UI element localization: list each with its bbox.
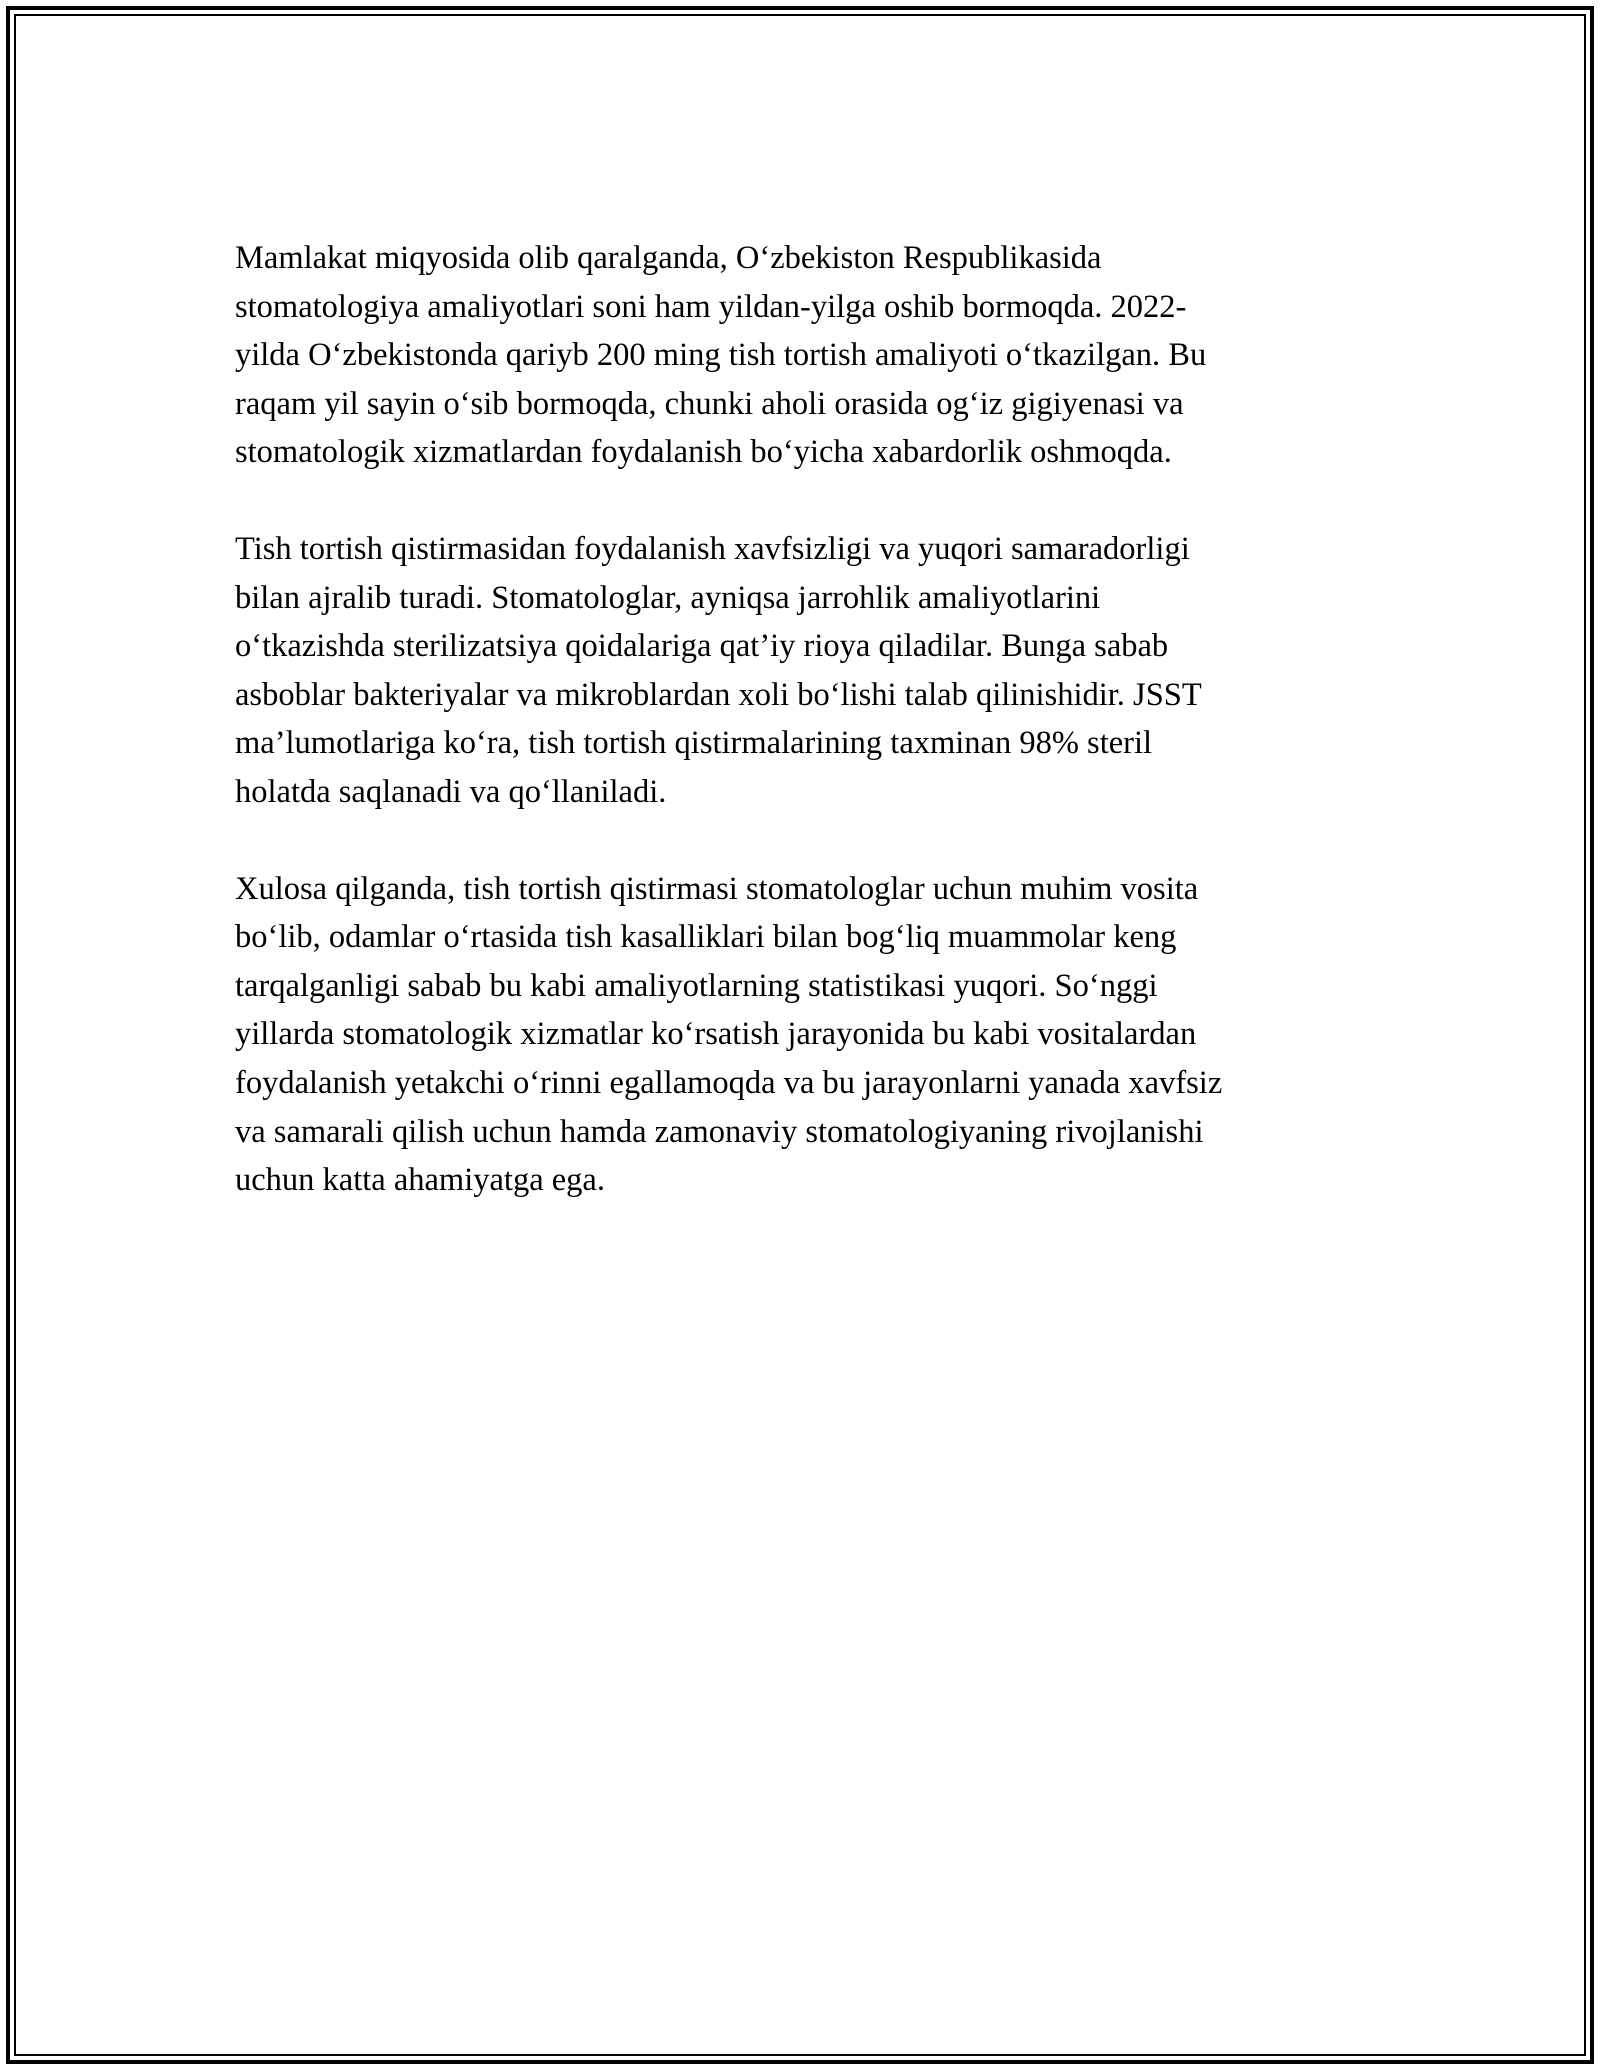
paragraph-3: Xulosa qilganda, tish tortish qistirmasi stomatologlar uchun muhim vosita bo‘lib, odamlar o‘rtasida tish kasalliklari bilan bog‘liq muammolar keng tarqalganligi sabab bu kabi amaliyotlarning statistikasi yuqori. So‘nggi yillarda stomatologik xizmatlar ko‘rsatish jarayonida bu kabi vositalardan foydalanish yetakchi o‘rinni egallamoqda va bu jarayonlarni yanada xavfsiz va samarali qilish uchun hamda zamonaviy stomatologiyaning rivojlanishi uchun katta ahamiyatga ega. — [235, 870, 1223, 1199]
paragraph-2: Tish tortish qistirmasidan foydalanish xavfsizligi va yuqori samaradorligi bilan ajralib turadi. Stomatologlar, ayniqsa jarrohlik amaliyotlarini o‘tkazishda sterilizatsiya qoidalariga qat’iy rioya qiladilar. Bunga sabab asboblar bakteriyalar va mikroblardan xoli bo‘lishi talab qilinishidir. JSST ma’lumotlariga ko‘ra, tish tortish qistirmalarining taxminan 98% steril holatda saqlanadi va qo‘llaniladi. — [235, 530, 1202, 810]
document-body — [235, 234, 1360, 1253]
paragraph-1: Mamlakat miqyosida olib qaralganda, O‘zbekiston Respublikasida stomatologiya amaliyotlari soni ham yildan-yilga oshib bormoqda. 2022- yilda O‘zbekistonda qariyb 200 ming tish tortish amaliyoti o‘tkazilgan. Bu raqam yil sayin o‘sib bormoqda, chunki aholi orasida og‘iz gigiyenasi va stomatologik xizmatlardan foydalanish bo‘yicha xabardorlik oshmoqda. — [235, 240, 1207, 471]
